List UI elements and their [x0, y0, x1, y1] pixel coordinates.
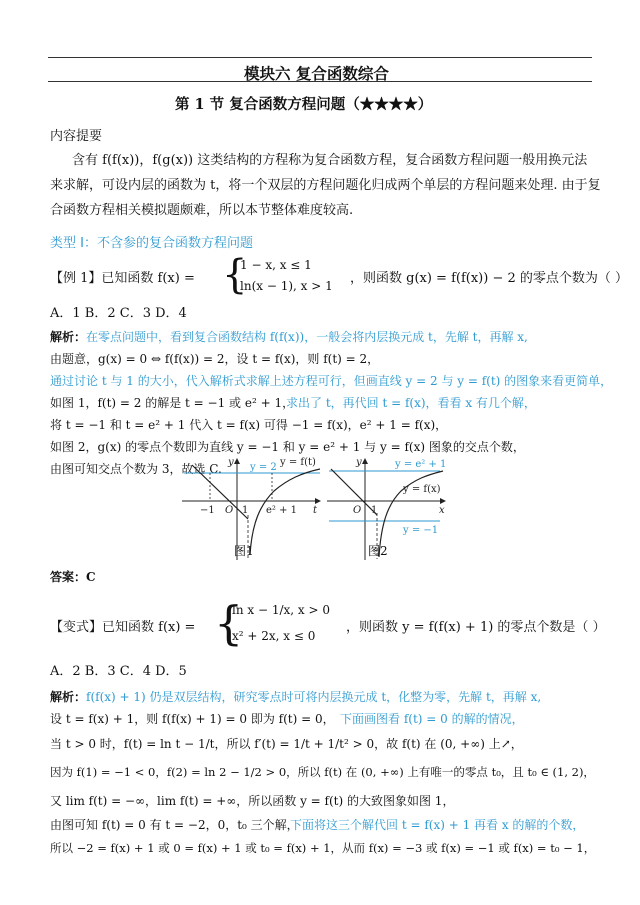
variant-piecewise-brace: {: [214, 596, 244, 650]
module-title: 模块六 复合函数综合: [244, 64, 389, 83]
figure-1-axis-t: t: [313, 505, 318, 516]
summary-line-2: 来求解，可设内层的函数为 t，将一个双层的方程问题化归成两个单层的方程问题来处理. 由于复: [50, 178, 601, 193]
variant-analysis-line-1: f(f(x) + 1) 仍是双层结构，研究零点时可将内层换元成 t，化整为零，先解 t，再解 x,: [86, 690, 542, 704]
section-title: 第 1 节 复合函数方程问题（★★★★）: [175, 96, 433, 113]
summary-heading: 内容提要: [50, 129, 103, 144]
example-1-analysis-line-6: 如图 2，g(x) 的零点个数即为直线 y = −1 和 y = e² + 1 与 y = f(x) 图象的交点个数，: [50, 440, 525, 454]
variant-analysis-label: 解析：: [50, 690, 87, 704]
figure-1-tick-neg1: −1: [200, 505, 215, 516]
figure-1-tick-1: 1: [242, 505, 249, 516]
top-rule: [48, 57, 592, 58]
variant-analysis-line-6-note: 下面将这三个解代回 t = f(x) + 1 再看 x 的解的个数，: [290, 818, 585, 832]
variant-case-1: ln x − 1/x, x > 0: [232, 603, 330, 617]
example-1-options: A．1 B．2 C．3 D．4: [50, 306, 187, 321]
figure-1-tick-e: e² + 1: [266, 505, 298, 516]
figure-2-origin: O: [353, 505, 362, 516]
example-1-analysis-line-2: 由题意，g(x) = 0 ⇔ f(f(x)) = 2，设 t = f(x)，则 f(t) = 2，: [50, 352, 380, 366]
variant-analysis-line-6: 由图可知 f(t) = 0 有 t = −2，0，t₀ 三个解，: [50, 818, 299, 832]
example-1-analysis-line-1: 在零点问题中，看到复合函数结构 f(f(x))，一般会将内层换元成 t，先解 t，再解 x,: [86, 330, 528, 344]
variant-question: ，则函数 y = f(f(x) + 1) 的零点个数是（ ）: [346, 620, 606, 635]
example-1-answer: 答案：C: [50, 570, 96, 584]
figure-2-curve-label: y = f(x): [403, 484, 441, 495]
figure-2-axis-x: x: [439, 505, 445, 516]
example-1-analysis-line-4-note: 求出了 t，再代回 t = f(x)，看看 x 有几个解，: [286, 396, 536, 410]
example-1-lead: 【例 1】已知函数 f(x) =: [50, 271, 195, 286]
figure-2-line-top-label: y = e² + 1: [395, 459, 447, 470]
figure-1-curve-label: y = f(t): [280, 457, 316, 468]
figure-1-line-label: y = 2: [250, 462, 277, 473]
piecewise-brace: {: [222, 252, 248, 298]
variant-analysis-line-4: 因为 f(1) = −1 < 0，f(2) = ln 2 − 1/2 > 0，所以 f(t) 在 (0, +∞) 上有唯一的零点 t₀，且 t₀ ∈ (1, 2)，: [50, 765, 595, 779]
figure-1-origin: O: [225, 505, 234, 516]
figure-2-tick-1: 1: [371, 505, 378, 516]
variant-analysis-line-2-note: 下面画图看 f(t) = 0 的解的情况，: [340, 712, 524, 726]
variant-case-2: x² + 2x, x ≤ 0: [232, 629, 316, 643]
figure-1-caption: 图1: [234, 544, 254, 558]
example-1-analysis-line-3: 通过讨论 t 与 1 的大小，代入解析式求解上述方程可行，但画直线 y = 2 与 y = f(t) 的图象来看更简单，: [50, 374, 613, 388]
example-1-question: ，则函数 g(x) = f(f(x)) − 2 的零点个数为（ ）: [350, 271, 629, 286]
figure-2-caption: 图2: [368, 544, 388, 558]
figure-1-axis-y: y: [228, 457, 234, 468]
summary-line-3: 合函数方程相关模拟题颇难，所以本节整体难度较高.: [50, 203, 354, 218]
summary-line-1: 含有 f(f(x))，f(g(x)) 这类结构的方程称为复合函数方程，复合函数方程问题一般用换元法: [72, 153, 588, 168]
variant-options: A．2 B．3 C．4 D．5: [50, 664, 187, 679]
variant-analysis-line-3: 当 t > 0 时，f(t) = ln t − 1/t，所以 f′(t) = 1/t + 1/t² > 0，故 f(t) 在 (0, +∞) 上↗，: [50, 737, 523, 751]
figure-2-line-bottom-label: y = −1: [403, 525, 439, 536]
example-1-analysis-line-7: 由图可知交点个数为 3，故选 C.: [50, 462, 222, 476]
figure-2-axis-y: y: [356, 457, 362, 468]
example-1-case-1: 1 − x, x ≤ 1: [240, 258, 312, 272]
variant-analysis-line-2: 设 t = f(x) + 1，则 f(f(x) + 1) = 0 即为 f(t) = 0，: [50, 712, 335, 726]
variant-analysis-line-7: 所以 −2 = f(x) + 1 或 0 = f(x) + 1 或 t₀ = f(x) + 1，从而 f(x) = −3 或 f(x) = −1 或 f(x) = t₀ − 1，: [50, 841, 596, 855]
example-1-analysis-line-4: 如图 1，f(t) = 2 的解是 t = −1 或 e² + 1，: [50, 396, 295, 410]
variant-analysis-line-5: 又 lim f(t) = −∞，lim f(t) = +∞，所以函数 y = f(t) 的大致图象如图 1，: [50, 794, 455, 808]
example-1-case-2: ln(x − 1), x > 1: [240, 279, 333, 293]
example-1-analysis-label: 解析：: [50, 330, 87, 344]
example-1-analysis-line-5: 将 t = −1 和 t = e² + 1 代入 t = f(x) 可得 −1 = f(x)，e² + 1 = f(x)，: [50, 418, 448, 432]
variant-lead: 【变式】已知函数 f(x) =: [50, 620, 196, 635]
type-heading: 类型 I：不含参的复合函数方程问题: [50, 236, 253, 251]
